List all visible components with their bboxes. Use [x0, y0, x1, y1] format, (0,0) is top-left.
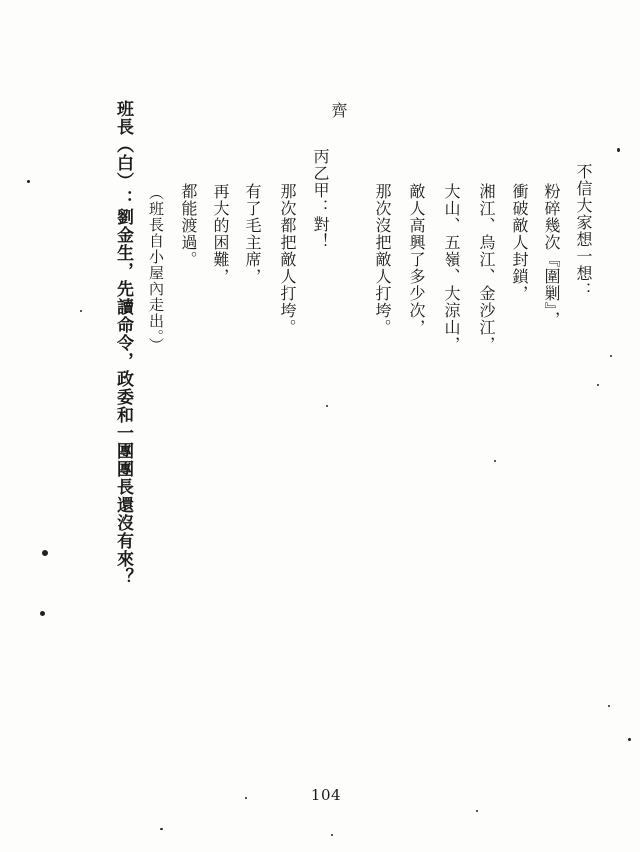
text-column-13: 都能渡過。	[179, 183, 198, 268]
text-column-2: 粉碎幾次『圍剿』，	[542, 183, 561, 328]
ink-speck	[326, 405, 328, 407]
text-column-11: 有了毛主席，	[243, 183, 262, 285]
text-column-7: 那次沒把敵人打垮。	[373, 183, 392, 336]
ink-speck	[42, 550, 48, 556]
ink-speck	[331, 834, 333, 836]
ink-speck	[608, 705, 610, 707]
text-column-1: 不信大家想一想：	[574, 163, 593, 299]
dialogue-column: 班長（白）：劉金生，先讀命令，政委和一團團長還沒有來？	[113, 100, 133, 586]
page-number: 104	[310, 786, 342, 804]
text-column-5: 大山、五嶺、大涼山，	[442, 183, 461, 353]
text-column-12: 再大的困難，	[211, 183, 230, 285]
ink-speck	[80, 310, 82, 312]
ink-speck	[494, 460, 496, 462]
text-column-6: 敵人高興了多少次，	[407, 183, 426, 336]
ink-speck	[160, 828, 163, 830]
text-column-4: 湘江、烏江、金沙江，	[477, 183, 496, 353]
stage-direction: （班長自小屋內走出。）	[147, 185, 165, 354]
ink-speck	[476, 810, 478, 812]
ink-speck	[40, 611, 45, 616]
speaker-label-chorus: 齊	[329, 102, 348, 119]
ink-speck	[628, 738, 631, 741]
ink-speck	[617, 148, 620, 152]
speaker-label-group: 丙乙甲：對！	[311, 148, 330, 250]
ink-speck	[27, 180, 30, 183]
ink-speck	[245, 797, 247, 799]
ink-speck	[610, 355, 612, 357]
text-column-3: 衝破敵人封鎖，	[510, 183, 529, 302]
ink-speck	[597, 384, 599, 386]
text-column-10: 那次都把敵人打垮。	[278, 183, 297, 336]
